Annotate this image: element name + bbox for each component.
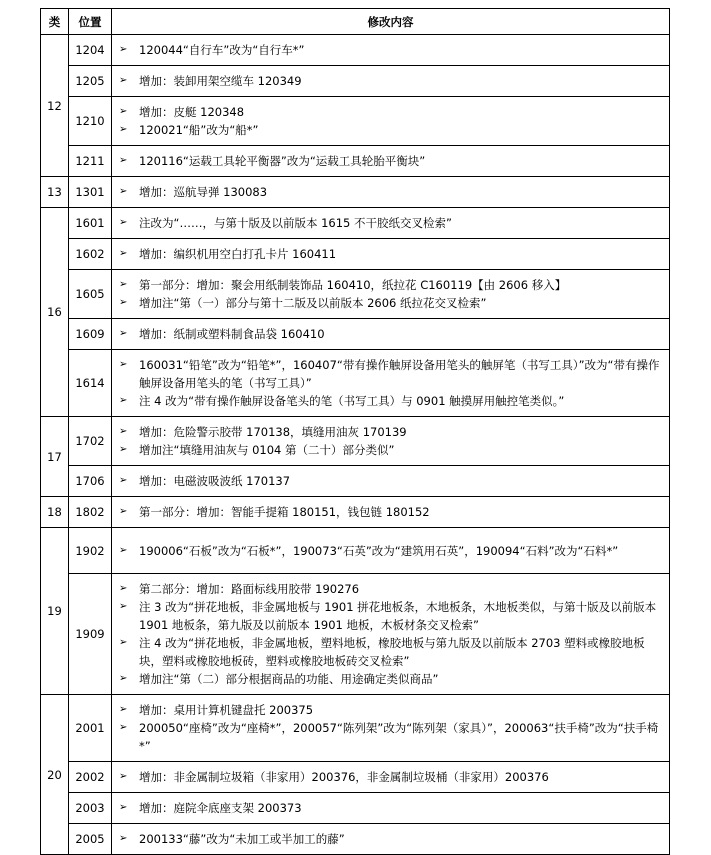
header-row [41, 9, 670, 35]
arrow-bullet-icon: ➢ [119, 186, 128, 197]
change-item [119, 503, 663, 521]
change-item [119, 542, 663, 560]
change-item-text: 增加：皮艇 120348 [139, 105, 245, 119]
arrow-bullet-icon: ➢ [119, 217, 128, 228]
class-number: 13 [41, 177, 69, 208]
table-row [41, 319, 670, 350]
arrow-bullet-icon: ➢ [119, 506, 128, 517]
change-item-text: 增加注“填缝用油灰与 0104 第（二十）部分类似” [139, 443, 395, 457]
position-code: 1706 [69, 466, 112, 497]
position-code: 1902 [69, 528, 112, 574]
change-content [112, 417, 670, 466]
change-item [119, 634, 663, 670]
change-item [119, 214, 663, 232]
arrow-bullet-icon: ➢ [119, 106, 128, 117]
change-item [119, 441, 663, 459]
change-item-text: 增加：电磁波吸波纸 170137 [139, 474, 291, 488]
header-position: 位置 [69, 9, 112, 35]
arrow-bullet-icon: ➢ [119, 771, 128, 782]
position-code: 1204 [69, 35, 112, 66]
change-item-text: 第一部分：增加：智能手提箱 180151，钱包链 180152 [139, 505, 430, 519]
position-code: 1909 [69, 574, 112, 695]
table-body [41, 35, 670, 855]
arrow-bullet-icon: ➢ [119, 44, 128, 55]
table-row [41, 66, 670, 97]
table-row [41, 97, 670, 146]
change-item [119, 392, 663, 410]
position-code: 2005 [69, 824, 112, 855]
arrow-bullet-icon: ➢ [119, 583, 128, 594]
change-item-text: 注 3 改为“拼花地板，非金属地板与 1901 拼花地板条，木地板条，木地板类似，与第十版及以前版本 1901 地板条，第九版及以前版本 1901 地板，木板材条交叉检索” [139, 600, 657, 632]
change-item [119, 830, 663, 848]
change-item-text: 增加：庭院伞底座支架 200373 [139, 801, 302, 815]
arrow-bullet-icon: ➢ [119, 722, 128, 733]
change-item-text: 注 4 改为“带有操作触屏设备笔头的笔（书写工具）与 0901 触摸屏用触控笔类似。” [139, 394, 565, 408]
change-content [112, 177, 670, 208]
header-content: 修改内容 [112, 9, 670, 35]
change-content [112, 319, 670, 350]
table-row [41, 417, 670, 466]
arrow-bullet-icon: ➢ [119, 155, 128, 166]
change-item-text: 160031“铅笔”改为“铅笔*”，160407“带有操作触屏设备用笔头的触屏笔（书写工具）”改为“带有操作触屏设备用笔头的笔（书写工具）” [139, 358, 660, 390]
position-code: 2003 [69, 793, 112, 824]
change-content [112, 793, 670, 824]
position-code: 1210 [69, 97, 112, 146]
change-content [112, 762, 670, 793]
change-content [112, 497, 670, 528]
table-row [41, 239, 670, 270]
table-row [41, 574, 670, 695]
change-item-text: 200050“座椅”改为“座椅*”，200057“陈列架”改为“陈列架（家具）”，200063“扶手椅”改为“扶手椅*” [139, 721, 659, 753]
class-number: 17 [41, 417, 69, 497]
arrow-bullet-icon: ➢ [119, 124, 128, 135]
change-content [112, 528, 670, 574]
arrow-bullet-icon: ➢ [119, 704, 128, 715]
class-number: 12 [41, 35, 69, 177]
class-number: 18 [41, 497, 69, 528]
class-number: 16 [41, 208, 69, 417]
arrow-bullet-icon: ➢ [119, 544, 128, 556]
arrow-bullet-icon: ➢ [119, 297, 128, 308]
table-row [41, 208, 670, 239]
change-item-text: 190006“石板”改为“石板*”，190073“石英”改为“建筑用石英”，190094“石料”改为“石料*” [139, 543, 619, 558]
change-item-text: 增加：危险警示胶带 170138，填缝用油灰 170139 [139, 425, 407, 439]
changes-table [40, 8, 670, 855]
arrow-bullet-icon: ➢ [119, 802, 128, 813]
change-item-text: 增加：巡航导弹 130083 [139, 185, 268, 199]
change-item [119, 41, 663, 59]
position-code: 1602 [69, 239, 112, 270]
change-item [119, 799, 663, 817]
change-item-text: 增加注“第（二）部分根据商品的功能、用途确定类似商品” [139, 672, 439, 686]
change-content [112, 239, 670, 270]
change-item [119, 670, 663, 688]
change-item [119, 580, 663, 598]
table-row [41, 695, 670, 762]
change-content [112, 35, 670, 66]
table-row [41, 177, 670, 208]
change-item-text: 120021“船”改为“船*” [139, 123, 259, 137]
change-item [119, 183, 663, 201]
position-code: 1301 [69, 177, 112, 208]
change-content [112, 695, 670, 762]
change-item-text: 增加：编织机用空白打孔卡片 160411 [139, 247, 337, 261]
arrow-bullet-icon: ➢ [119, 601, 128, 612]
change-item [119, 719, 663, 755]
arrow-bullet-icon: ➢ [119, 75, 128, 86]
change-item [119, 356, 663, 392]
change-item-text: 增加注“第（一）部分与第十二版及以前版本 2606 纸拉花交叉检索” [139, 296, 487, 310]
change-item [119, 72, 663, 90]
arrow-bullet-icon: ➢ [119, 673, 128, 684]
table-row [41, 824, 670, 855]
change-item [119, 152, 663, 170]
position-code: 1601 [69, 208, 112, 239]
change-item-text: 第一部分：增加：聚会用纸制装饰品 160410，纸拉花 C160119【由 2606 移入】 [139, 278, 567, 292]
change-item-text: 120116“运载工具轮平衡器”改为“运载工具轮胎平衡块” [139, 154, 426, 168]
change-item [119, 276, 663, 294]
position-code: 1605 [69, 270, 112, 319]
table-row [41, 350, 670, 417]
position-code: 1614 [69, 350, 112, 417]
change-content [112, 97, 670, 146]
change-content [112, 66, 670, 97]
change-content [112, 270, 670, 319]
arrow-bullet-icon: ➢ [119, 248, 128, 259]
change-content [112, 824, 670, 855]
change-item-text: 第二部分：增加：路面标线用胶带 190276 [139, 582, 360, 596]
change-item-text: 增加：纸制或塑料制食品袋 160410 [139, 327, 325, 341]
change-item-text: 增加：装卸用架空缆车 120349 [139, 74, 302, 88]
table-row [41, 528, 670, 574]
change-item-text: 120044“自行车”改为“自行车*” [139, 43, 305, 57]
class-number: 19 [41, 528, 69, 695]
change-item-text: 注 4 改为“拼花地板，非金属地板，塑料地板，橡胶地板与第九版及以前版本 2703 塑料或橡胶地板块，塑料或橡胶地板砖，塑料或橡胶地板砖交叉检索” [139, 636, 645, 668]
arrow-bullet-icon: ➢ [119, 426, 128, 437]
position-code: 1609 [69, 319, 112, 350]
position-code: 1802 [69, 497, 112, 528]
table-row [41, 35, 670, 66]
class-number: 20 [41, 695, 69, 855]
table-row [41, 146, 670, 177]
header-class: 类 [41, 9, 69, 35]
change-item [119, 325, 663, 343]
change-item [119, 472, 663, 490]
table-row [41, 497, 670, 528]
position-code: 2002 [69, 762, 112, 793]
arrow-bullet-icon: ➢ [119, 279, 128, 290]
table-row [41, 793, 670, 824]
change-item [119, 245, 663, 263]
change-item [119, 701, 663, 719]
change-item-text: 200133“藤”改为“未加工或半加工的藤” [139, 832, 345, 846]
change-content [112, 574, 670, 695]
change-item-text: 增加：桌用计算机键盘托 200375 [139, 703, 314, 717]
position-code: 2001 [69, 695, 112, 762]
table-row [41, 270, 670, 319]
arrow-bullet-icon: ➢ [119, 637, 128, 648]
arrow-bullet-icon: ➢ [119, 444, 128, 455]
change-content [112, 466, 670, 497]
position-code: 1205 [69, 66, 112, 97]
arrow-bullet-icon: ➢ [119, 475, 128, 486]
arrow-bullet-icon: ➢ [119, 328, 128, 339]
position-code: 1211 [69, 146, 112, 177]
change-item [119, 121, 663, 139]
change-item [119, 768, 663, 786]
change-content [112, 146, 670, 177]
position-code: 1702 [69, 417, 112, 466]
change-item-text: 增加：非金属制垃圾箱（非家用）200376，非金属制垃圾桶（非家用）200376 [139, 770, 549, 784]
change-content [112, 350, 670, 417]
table-row [41, 762, 670, 793]
change-item [119, 294, 663, 312]
change-content [112, 208, 670, 239]
table-row [41, 466, 670, 497]
arrow-bullet-icon: ➢ [119, 833, 128, 844]
change-item [119, 103, 663, 121]
arrow-bullet-icon: ➢ [119, 395, 128, 406]
change-item [119, 423, 663, 441]
change-item-text: 注改为“……，与第十版及以前版本 1615 不干胶纸交叉检索” [139, 216, 452, 230]
arrow-bullet-icon: ➢ [119, 359, 128, 370]
change-item [119, 598, 663, 634]
